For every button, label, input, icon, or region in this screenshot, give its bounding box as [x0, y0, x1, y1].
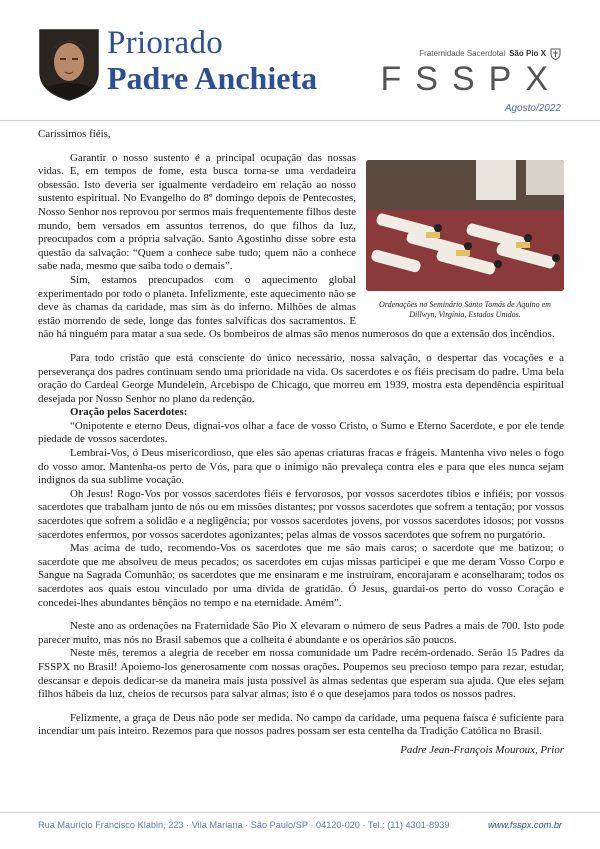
- prayer-heading: Oração pelos Sacerdotes:: [70, 406, 188, 419]
- paragraph-1: Garantir o nosso sustento é a principal ocupação das nossas vidas. E, em tempos de fome, esta busca torna-se uma verdadeira obsessão. Isto deveria ser igualmente verdadeiro em relação ao nosso sustento espiritual. No Evangelho do 8º domingo depois de Pentecostes, Nosso Senhor nos reprovou por sermos mais frequentemente filhos deste mundo, bem versados em assuntos terrenos, do que filhos da luz, preocupados com a própria salvação. Santo Agostinho disse sobre esta questão da salvação: “Quem a conhece sabe tudo; quem não a conhece sabe nada, mesmo que saiba todo o demais”.: [38, 151, 356, 273]
- paragraph-4: Neste ano as ordenações na Fraternidade São Pio X elevaram o número de seus Padres a mais de 700. Isto pode parecer muito, mas nós no Brasil sabemos que a colheita é abundante e os operários são poucos.: [38, 620, 564, 646]
- priory-title-line1: Priorado: [107, 25, 224, 61]
- footer-divider: [0, 812, 600, 813]
- fraternity-prefix: Fraternidade Sacerdotal: [419, 49, 506, 58]
- priory-title-line2: Padre Anchieta: [107, 60, 318, 96]
- prayer-paragraph-4: Mas acima de tudo, recomendo-Vos os sacerdotes que me são mais caros; o sacerdote que me batizou; o sacerdote que me absolveu de meus pecados; os sacerdotes em cujas missas participei e que me deram Vosso Corpo e Sangue na Sagrada Comunhão; os sacerdotes que me ensinaram e me instruíram, encorajaram e aconselharam; todos os sacerdotes aos quais estou vinculado por uma dívida de gratidão. Ó Jesus, guardai-os perto do vosso Coração e concedei-lhes abundantes bênçãos no tempo e na eternidade. Amém”.: [38, 542, 564, 609]
- footer: [38, 820, 562, 830]
- footer-address: Rua Maurício Francisco Klabin, 223 · Vila Mariana · São Paulo/SP · 04120-020 · Tel.: (11) 4301-8939: [38, 820, 450, 830]
- letterhead: [0, 0, 600, 120]
- fraternity-label: [419, 47, 561, 60]
- fraternity-crest-icon: [550, 47, 561, 60]
- paragraph-6: Felizmente, a graça de Deus não pode ser medida. No campo da caridade, uma pequena faísca é suficiente para incendiar um país inteiro. Rezemos para que nossos padres possam ser esta centelha da Tradição Católica no Brasil.: [38, 711, 564, 738]
- anchieta-portrait-image: [38, 28, 100, 102]
- photo-figure: [366, 160, 564, 320]
- photo-caption: Ordenações no Seminário Santo Tomás de Aquino em Dillwyn, Virgínia, Estados Unidos.: [379, 299, 551, 319]
- fsspx-logo-text: FSSPX: [380, 60, 562, 98]
- prayer-paragraph-3: Oh Jesus! Rogo-Vos por vossos sacerdotes fiéis e fervorosos, por vossos sacerdotes tíbios e infiéis; por vossos sacerdotes que trabalham junto de nós ou em missões distantes; por vossos sacerdotes que sofrem a tentação; por vossos sacerdotes que sofrem a solidão e a negligência; por vossos sacerdotes jovens, por vossos sacerdotes idosos; por vossos sacerdotes enfermos, por vossos sacerdotes agonizantes; pelas almas de vossos sacerdotes que sofrem no purgatório.: [38, 487, 564, 541]
- greeting: Caríssimos fiéis,: [38, 128, 111, 140]
- fraternity-name: São Pio X: [509, 49, 546, 58]
- paragraph-3: Para todo cristão que está consciente do único necessário, nossa salvação, o despertar das vocações e a perseverança dos padres continuam sendo uma prioridade na vida. Os sacerdotes e os fiéis precisam do padre. Uma bela oração do Cardeal George Mundelein, Arcebispo de Chicago, que morreu em 1939, mostra esta dependência espiritual desejada por Nosso Senhor no plano da redenção.: [38, 351, 564, 405]
- paragraph-2: Sim, estamos preocupados com o aquecimento global experimentado por todo o planeta. Infelizmente, este aquecimento não se deve às chamas da caridade, mas sim às do inferno. Milhões de almas estão morrendo de sede, longe das fontes salvíficas dos sacramentos. E não há ninguém para matar a sua sede. Os bombeiros de almas são menos numerosos do que a extensão dos incêndios.: [38, 273, 555, 341]
- prayer-paragraph-2: Lembrai-Vos, ó Deus misericordioso, que eles são apenas criaturas fracas e frágeis. Mantenha vivo neles o fogo do vosso amor. Mantenha-os perto de Vós, para que o inimigo não prevaleça contra eles e para que eles nunca sejam indignos da sua sublime vocação.: [38, 447, 564, 487]
- ordination-photo: [366, 160, 564, 291]
- prayer-paragraph-1: “Onipotente e eterno Deus, dignai-vos olhar a face de vosso Cristo, o Sumo e Eterno Sacerdote, e por ele tende piedade de vossos sacerdotes.: [38, 419, 564, 446]
- header-divider: [0, 120, 600, 121]
- website-link[interactable]: www.fsspx.com.br: [487, 820, 562, 830]
- paragraph-5: Neste mês, teremos a alegria de receber em nossa comunidade um Padre recém-ordenado. Serão 15 Padres da FSSPX no Brasil! Apoiemo-los generosamente com nossas orações. Poupemos seu precioso tempo para rezar, estudar, descansar e depois dedicar-se da maneira mais justa possível às almas sedentas que esperam sua ajuda. Que eles sejam filhos hábeis da luz, cheios de recursos para salvar almas; isto é o que desejamos para todos os nossos padres.: [38, 647, 564, 701]
- issue-date: Agosto/2022: [504, 103, 561, 114]
- letter-body: [38, 128, 564, 758]
- signature: Padre Jean-François Mouroux, Prior: [400, 743, 564, 756]
